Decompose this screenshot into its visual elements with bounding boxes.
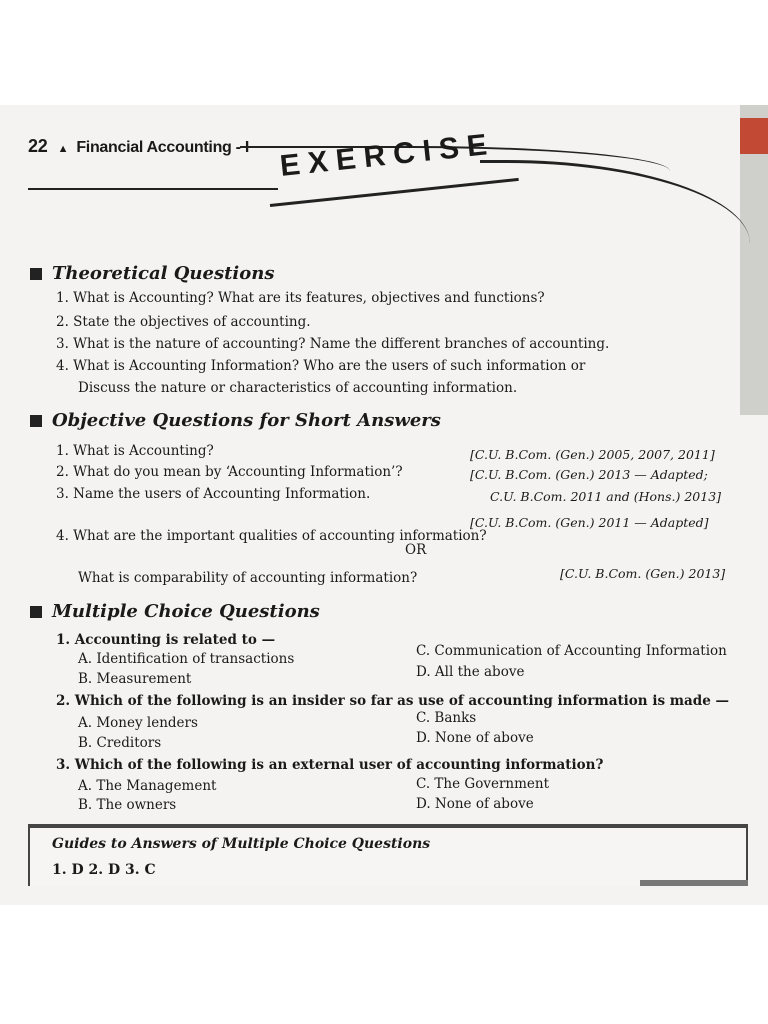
list-item: 4. What is Accounting Information? Who are the users of such information or [56,358,586,374]
mcq-question: 1. Accounting is related to — [56,632,276,648]
mcq-option: A. Money lenders [78,715,198,731]
citation: C.U. B.Com. 2011 and (Hons.) 2013] [490,489,722,504]
book-title: Financial Accounting - I [76,139,249,156]
section-title: Multiple Choice Questions [52,601,320,622]
page-edge-red [740,118,768,154]
square-bullet-icon [30,415,42,427]
page-number: 22 [28,136,48,156]
section-title: Objective Questions for Short Answers [52,410,441,431]
mcq-option: B. Creditors [78,735,162,751]
list-item: Discuss the nature or characteristics of accounting information. [78,380,518,396]
or-divider: OR [405,542,427,558]
section-mcq [30,601,320,622]
mcq-option: C. Banks [416,710,477,726]
list-item: 3. What is the nature of accounting? Name the different branches of accounting. [56,336,610,352]
mcq-question: 3. Which of the following is an external user of accounting information? [56,757,604,773]
square-bullet-icon [30,606,42,618]
answers-title: Guides to Answers of Multiple Choice Questions [52,836,431,852]
section-objective [30,410,441,431]
citation: [C.U. B.Com. (Gen.) 2011 — Adapted] [470,515,709,530]
mcq-option: A. The Management [78,778,217,794]
list-item: 1. What is Accounting? [56,443,214,459]
mcq-option: B. The owners [78,797,177,813]
answers-bar [640,880,748,886]
list-item: 2. What do you mean by ‘Accounting Information’? [56,464,403,480]
square-bullet-icon [30,268,42,280]
list-item: 1. What is Accounting? What are its features, objectives and functions? [56,290,545,306]
mcq-option: D. None of above [416,730,534,746]
mcq-option: C. The Government [416,776,549,792]
citation: [C.U. B.Com. (Gen.) 2013] [560,566,726,581]
answers-text: 1. D 2. D 3. C [52,862,156,878]
section-title: Theoretical Questions [52,263,275,284]
mcq-option: D. All the above [416,664,525,680]
section-theoretical [30,263,275,284]
citation: [C.U. B.Com. (Gen.) 2013 — Adapted; [470,467,708,482]
triangle-icon: ▲ [57,143,69,155]
exercise-heading: EXERCISE [278,127,497,184]
citation: [C.U. B.Com. (Gen.) 2005, 2007, 2011] [470,447,715,462]
mcq-option: A. Identification of transactions [78,651,295,667]
list-item: What is comparability of accounting information? [78,570,418,586]
list-item: 3. Name the users of Accounting Information. [56,486,371,502]
mcq-option: D. None of above [416,796,534,812]
mcq-option: B. Measurement [78,671,192,687]
list-item: 4. What are the important qualities of accounting information? [56,528,487,544]
mcq-question: 2. Which of the following is an insider so far as use of accounting information is made — [56,693,730,709]
mcq-option: C. Communication of Accounting Information [416,643,727,659]
list-item: 2. State the objectives of accounting. [56,314,311,330]
page-header [28,136,249,157]
exercise-rule [28,188,278,190]
